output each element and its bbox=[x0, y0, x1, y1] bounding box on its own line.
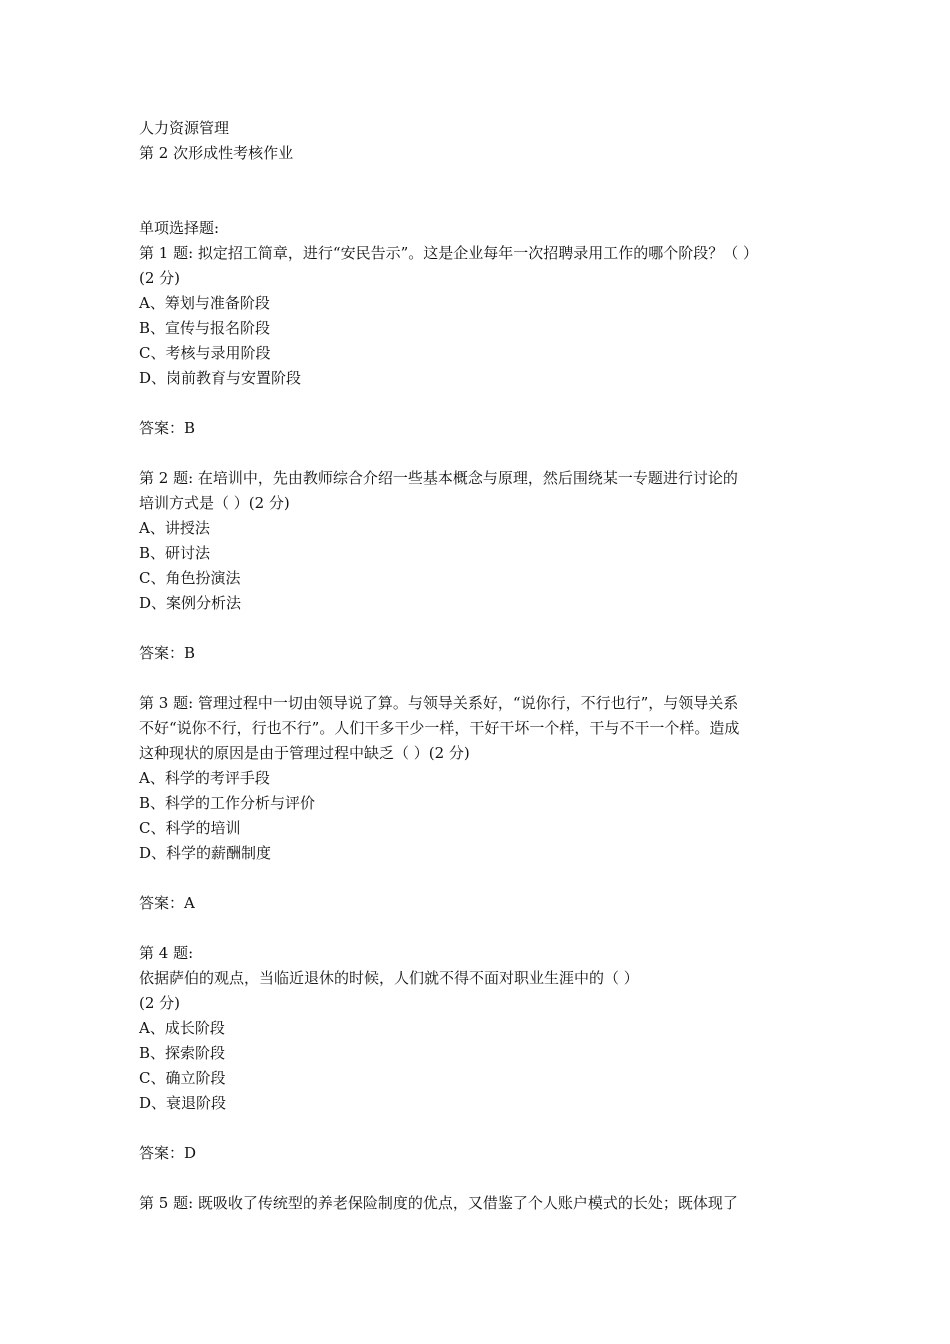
spacer bbox=[139, 666, 819, 691]
option-c: C、考核与录用阶段 bbox=[139, 344, 271, 362]
spacer bbox=[139, 866, 819, 891]
spacer bbox=[139, 166, 819, 216]
question-text: 第 2 题: 在培训中，先由教师综合介绍一些基本概念与原理，然后围绕某一专题进行讨论的 bbox=[139, 469, 738, 487]
option-c: C、角色扮演法 bbox=[139, 569, 241, 587]
spacer bbox=[139, 916, 819, 941]
section-heading: 单项选择题: bbox=[139, 219, 220, 237]
answer: 答案：B bbox=[139, 644, 196, 662]
question-text: 第 5 题: 既吸收了传统型的养老保险制度的优点，又借鉴了个人账户模式的长处；既体现了 bbox=[139, 1194, 738, 1212]
question-points: (2 分) bbox=[139, 994, 181, 1012]
document-title: 人力资源管理 bbox=[139, 119, 230, 137]
question-4 bbox=[139, 941, 819, 1191]
question-text: 不好“说你不行，行也不行”。人们干多干少一样，干好干坏一个样，干与不干一个样。造成 bbox=[139, 719, 740, 737]
option-c: C、确立阶段 bbox=[139, 1069, 226, 1087]
option-d: D、岗前教育与安置阶段 bbox=[139, 369, 302, 387]
option-b: B、宣传与报名阶段 bbox=[139, 319, 271, 337]
option-a: A、成长阶段 bbox=[139, 1019, 225, 1037]
question-text: 依据萨伯的观点，当临近退休的时候，人们就不得不面对职业生涯中的（ ） bbox=[139, 969, 639, 987]
spacer bbox=[139, 1116, 819, 1141]
document-subtitle: 第 2 次形成性考核作业 bbox=[139, 144, 294, 162]
spacer bbox=[139, 1166, 819, 1191]
document-page bbox=[139, 116, 819, 1216]
option-c: C、科学的培训 bbox=[139, 819, 241, 837]
question-number: 第 4 题: bbox=[139, 944, 194, 962]
spacer bbox=[139, 391, 819, 416]
answer: 答案：D bbox=[139, 1144, 197, 1162]
question-2 bbox=[139, 466, 819, 691]
question-text: 培训方式是（ ）(2 分) bbox=[139, 494, 290, 512]
question-3 bbox=[139, 691, 819, 941]
answer: 答案：A bbox=[139, 894, 195, 912]
spacer bbox=[139, 616, 819, 641]
option-b: B、研讨法 bbox=[139, 544, 211, 562]
option-b: B、科学的工作分析与评价 bbox=[139, 794, 316, 812]
question-points: (2 分) bbox=[139, 269, 181, 287]
option-a: A、讲授法 bbox=[139, 519, 210, 537]
question-text: 第 1 题: 拟定招工简章，进行“安民告示”。这是企业每年一次招聘录用工作的哪个阶段？（ ） bbox=[139, 244, 759, 262]
option-d: D、科学的薪酬制度 bbox=[139, 844, 272, 862]
question-5 bbox=[139, 1191, 819, 1216]
option-a: A、筹划与准备阶段 bbox=[139, 294, 270, 312]
question-1 bbox=[139, 241, 819, 466]
question-text: 这种现状的原因是由于管理过程中缺乏（ ）(2 分) bbox=[139, 744, 470, 762]
answer: 答案：B bbox=[139, 419, 196, 437]
option-a: A、科学的考评手段 bbox=[139, 769, 270, 787]
option-b: B、探索阶段 bbox=[139, 1044, 226, 1062]
spacer bbox=[139, 441, 819, 466]
question-text: 第 3 题: 管理过程中一切由领导说了算。与领导关系好，“说你行，不行也行”，与领导关系 bbox=[139, 694, 739, 712]
option-d: D、案例分析法 bbox=[139, 594, 242, 612]
option-d: D、衰退阶段 bbox=[139, 1094, 227, 1112]
